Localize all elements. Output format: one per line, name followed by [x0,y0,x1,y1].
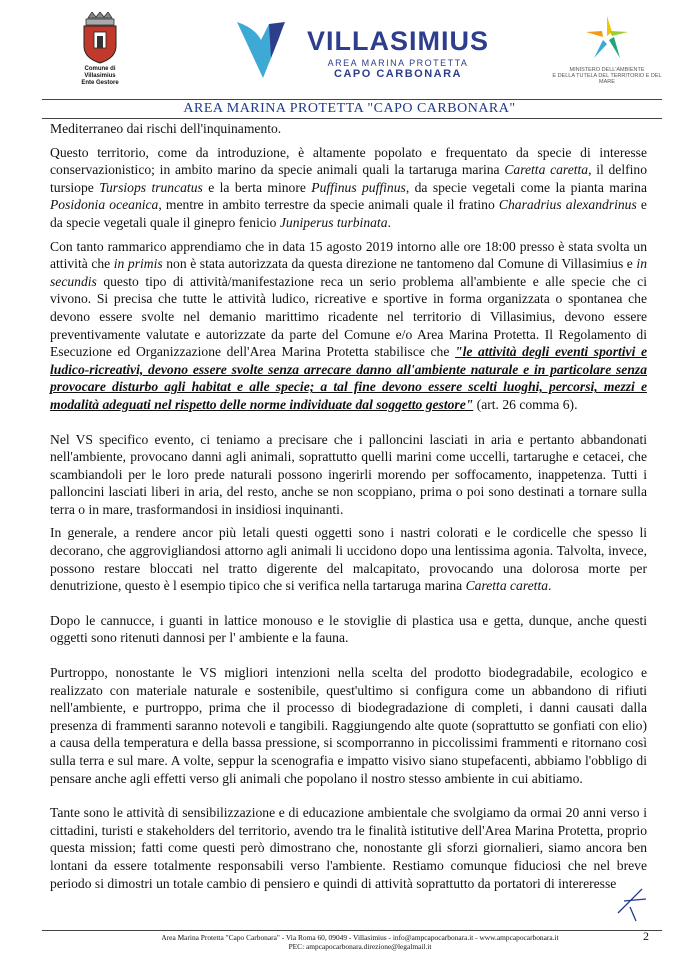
paragraph-0: Mediterraneo dai rischi dell'inquinamento. [50,121,282,136]
paragraph-1: Questo territorio, come da introduzione, è altamente popolato e frequentato da specie di interesse conservazionistico; in ambito marino da specie animali quali la tartaruga marina Caretta caretta, il delfino tursiope Tursiops truncatus e la berta minore Puffinus puffinus, da specie vegetali come la pianta marina Posidonia oceanica, mentre in ambito terrestre da specie animali quale il fratino Charadrius alexandrinus e da specie vegetali quale il ginepro fenicio Juniperus turbinata. [50,144,648,230]
comune-caption-line-2: Ente Gestore [81,80,119,86]
page-number: 2 [643,929,649,943]
footer-address: Area Marina Protetta "Capo Carbonara" - Via Roma 60, 09049 - Villasimius - info@ampcapocarbonara.it - www.ampcapocarbonara.it [161,933,559,942]
footer [20,930,699,951]
logo-subtitle-2: CAPO CARBONARA [334,68,462,80]
paragraph-3: Nel VS specifico evento, ci teniamo a precisare che i palloncini lasciati in aria e pertanto abbandonati nell'ambiente, provocano danni agli animali, soprattutto quelli marini come uccelli, tartarughe e cetacei, che scambiandoli per le loro prede naturali possono ingerirli morendo per soffocamento, inappetenza. Tutti i palloncini lasciati liberi in aria, del resto, anche se non scoppiano, prima o poi sono destinati a tornare sulla terra o in mare, trasformandosi in insidiosi inquinanti. [50,431,647,517]
ministry-caption [552,67,662,85]
signature [610,883,650,928]
paragraph-7: Tante sono le attività di sensibilizzazione e di educazione ambientale che svolgiamo da ormai 20 anni verso i cittadini, turisti e stakeholders del territorio, avendo tra le finalità istitutive dell'Area Marina Protetta, proprio questa mission; fatti come questi però dimostrano che, nonostante gli sforzi giornalieri, siamo ancora ben lontani da essere totalmente responsabili verso l'ambiente. Restiamo comunque fiduciosi che nel breve periodo si dimostri un totale cambio di pensiero e quindi di attività soprattutto da portatori di intereresse [50,805,647,891]
footer-pec: PEC: ampcapocarbonara.direzione@legalmail.it [288,942,432,951]
species-name: Posidonia oceanica [50,197,159,213]
species-name: Caretta caretta [504,162,589,178]
species-name: Tursiops truncatus [99,179,203,195]
regulation-quote: "le attività degli eventi sportivi e ludico-ricreativi, devono essere svolte senza arrecare danno all'ambiente naturale e in particolare senza provocare disturbo agli habitat e alle specie; a tal fine devono essere scelti luoghi, percorsi, mezzi e modalità adeguati nel rispetto delle norme individuate dal soggetto gestore" [50,344,648,412]
logo-subtitle-1: AREA MARINA PROTETTA [327,58,469,68]
ministry-star-icon [584,14,630,60]
paragraph-5: Dopo le cannucce, i guanti in lattice monouso e le stoviglie di plastica usa e getta, dunque, anche questi oggetti sono ritenuti dannosi per l' ambiente e la fauna. [50,612,647,646]
comune-caption-line-1: Comune di Villasimius [84,66,116,79]
species-name: Charadrius alexandrinus [498,197,637,213]
logo-name: VILLASIMIUS [307,26,490,56]
ministry-caption-line-1: MINISTERO DELL'AMBIENTE [569,67,645,73]
species-name: Puffinus puffinus [311,179,406,195]
title-divider [42,118,662,119]
header-divider [42,99,662,100]
ministry-caption-line-2: E DELLA TUTELA DEL TERRITORIO E DEL MARE [552,73,662,85]
coat-of-arms-icon [80,12,120,64]
signature-mark-icon [610,883,650,923]
comune-coat-of-arms [70,12,130,87]
letterhead [0,0,699,100]
paragraph-6: Purtroppo, nonostante le VS migliori intenzioni nella scelta del prodotto biodegradabile, ecologico e realizzato con materiale naturale e sostenibile, quest'ultimo si configura come un abbandono di rifiuti nell'ambiente, e purtroppo, prima che il processo di biodegradazione di completi, i danni causati dalla presenza di frammenti saranno notevoli e tangibili. Raggiungendo alte quote (soprattutto se gonfiati con elio) a causa della temperatura e della bassa pressione, si scomporranno in piccolissimi frammenti e ritornano così sulla terra e sul mare. A volte, seppur la scenografia e impatto visivo siano stupefacenti, abbiamo l'obbligo di pensare anche agli effetti verso gli animali che popolano il nostro stesso ambiente in cui abitiamo. [50,665,647,786]
area-title: AREA MARINA PROTETTA "CAPO CARBONARA" [183,101,516,116]
ministry-logo [552,14,662,85]
paragraph-4: In generale, a rendere ancor più letali questi oggetti sono i nastri colorati e le cordicelle che spesso li decorano, che aggrovigliandosi attorno agli animali li uccidono dopo una lentissima agonia. Talvolta, invece, possono restare bloccati nel tratto digerente del malcapitato, provocando una dolorosa morte per denutrizione, questo è l esempio tipico che si verifica nella tartaruga marina Caretta caretta. [50,525,647,594]
comune-caption [70,66,130,87]
paragraph-2: Con tanto rammarico apprendiamo che in data 15 agosto 2019 intorno alle ore 18:00 presso è stata svolta un attività che in primis non è stata autorizzata da questa direzione ne tantomeno dal Comune di Villasimius e in secundis questo tipo di attività/manifestazione reca un serio problema all'ambiente e alle specie che ci vivono. Si precisa che tutte le attività ludico, ricreative e sportive in forma organizzata o spontanea che devono essere svolte nel demanio marittimo ricadente nel territorio di Villasimius, devono essere preventivamente valutate e autorizzate da parte del Comune e/o Area Marina Protetta. Il Regolamento di Esecuzione ed Organizzazione dell'Area Marina Protetta stabilisce che "le attività degli eventi sportivi e ludico-ricreativi, devono essere svolte senza arrecare danno all'ambiente naturale e in particolare senza provocare disturbo agli habitat e alle specie; a tal fine devono essere scelti luoghi, percorsi, mezzi e modalità adeguati nel rispetto delle norme individuate dal soggetto gestore" (art. 26 comma 6). [50,238,648,412]
species-name: Juniperus turbinata [279,214,388,230]
letter-body [50,120,647,898]
species-name: Caretta caretta [465,578,549,594]
logo-emblem-icon [235,18,305,80]
villasimius-logo [235,18,490,93]
